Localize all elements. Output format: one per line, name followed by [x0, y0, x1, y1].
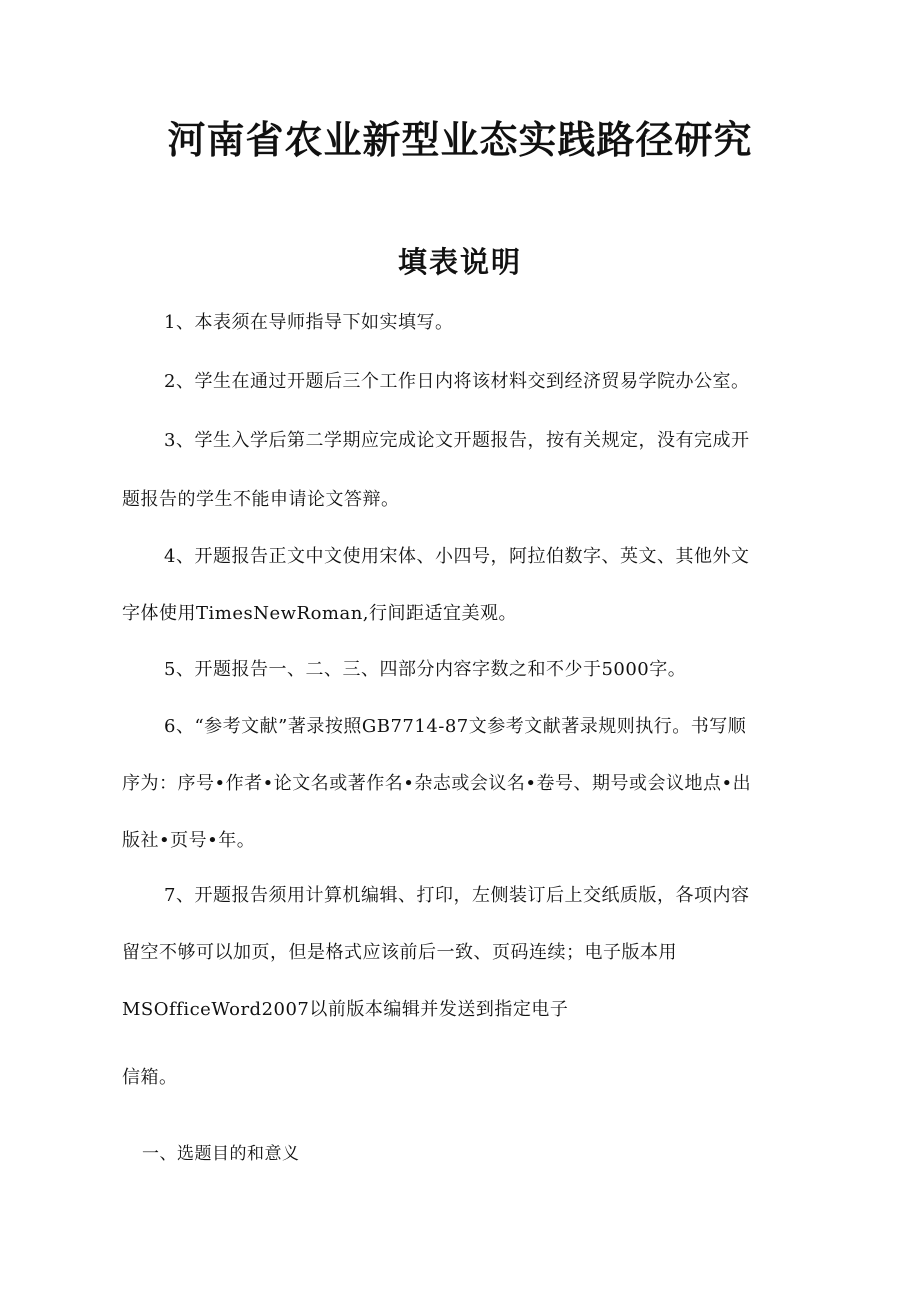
instruction-7-line-3: MSOfficeWord2007以前版本编辑并发送到指定电子	[122, 999, 569, 1020]
instruction-2-line-1: 2、学生在通过开题后三个工作日内将该材料交到经济贸易学院办公室。	[164, 371, 750, 392]
instruction-6-line-2: 序为：序号•作者•论文名或著作名•杂志或会议名•卷号、期号或会议地点•出	[122, 773, 752, 794]
instruction-3-line-2: 题报告的学生不能申请论文答辩。	[122, 489, 400, 510]
instruction-4-line-1: 4、开题报告正文中文使用宋体、小四号，阿拉伯数字、英文、其他外文	[164, 546, 750, 567]
instruction-5-line-1: 5、开题报告一、二、三、四部分内容字数之和不少于5000字。	[164, 659, 687, 680]
instruction-1-line-1: 1、本表须在导师指导下如实填写。	[164, 312, 454, 333]
document-title: 河南省农业新型业态实践路径研究	[167, 117, 753, 162]
instruction-6-line-3: 版社•页号•年。	[122, 830, 256, 851]
instruction-6-line-1: 6、“参考文献”著录按照GB7714-87文参考文献著录规则执行。书写顺	[164, 716, 747, 737]
section-heading-purpose: 一、选题目的和意义	[142, 1144, 300, 1164]
instruction-7-line-4: 信箱。	[122, 1067, 178, 1088]
instruction-4-line-2: 字体使用TimesNewRoman,行间距适宜美观。	[122, 603, 518, 624]
form-instructions-heading: 填表说明	[397, 245, 522, 279]
instruction-7-line-1: 7、开题报告须用计算机编辑、打印，左侧装订后上交纸质版，各项内容	[164, 885, 750, 906]
instruction-3-line-1: 3、学生入学后第二学期应完成论文开题报告，按有关规定，没有完成开	[164, 430, 750, 451]
instruction-7-line-2: 留空不够可以加页，但是格式应该前后一致、页码连续；电子版本用	[122, 942, 677, 963]
